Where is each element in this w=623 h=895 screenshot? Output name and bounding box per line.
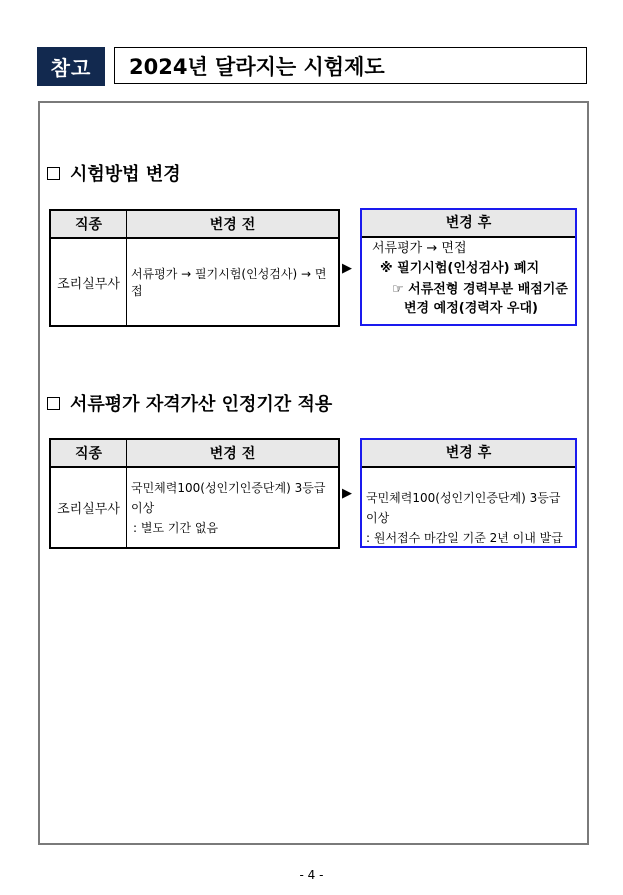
section-title-text: 시험방법 변경 (70, 164, 181, 185)
after-content (362, 238, 575, 320)
after-line: : 원서접수 마감일 기준 2년 이내 발급 (366, 531, 563, 545)
section-title-text: 서류평가 자격가산 인정기간 적용 (70, 394, 333, 415)
after-note: 변경 예정(경력자 우대) (404, 301, 538, 316)
after-box-2 (360, 438, 577, 548)
header-before: 변경 전 (127, 439, 340, 467)
checkbox-square-icon (47, 397, 60, 410)
before-cell: 서류평가 → 필기시험(인성검사) → 면접 (127, 238, 340, 326)
section-title-qualification (47, 390, 332, 416)
page-number: - 4 - (299, 868, 324, 882)
after-line: 국민체력100(성인기인증단계) 3등급 이상 (366, 491, 561, 525)
after-note: ☞ 서류전형 경력부분 배점기준 (392, 282, 568, 297)
page-title: 2024년 달라지는 시험제도 (114, 47, 587, 84)
checkbox-square-icon (47, 167, 60, 180)
header-after: 변경 후 (362, 440, 575, 468)
before-line: 국민체력100(성인기인증단계) 3등급 이상 (131, 480, 326, 515)
header-after: 변경 후 (362, 210, 575, 238)
after-box-1 (360, 208, 577, 326)
page-header (37, 47, 589, 86)
header-before: 변경 전 (127, 210, 340, 238)
after-note: ※ 필기시험(인성검사) 폐지 (380, 261, 540, 276)
before-table-2 (49, 438, 340, 549)
before-cell (127, 467, 340, 548)
section-title-exam-method (47, 160, 181, 186)
header-job: 직종 (50, 210, 127, 238)
arrow-icon: ▶ (342, 486, 352, 501)
after-line: 서류평가 → 면접 (372, 241, 467, 256)
before-table-1 (49, 209, 340, 327)
before-line: : 별도 기간 없음 (133, 520, 219, 535)
arrow-icon: ▶ (342, 261, 352, 276)
job-cell: 조리실무사 (50, 238, 127, 326)
job-cell: 조리실무사 (50, 467, 127, 548)
after-content (362, 468, 575, 550)
reference-tag: 참고 (37, 47, 105, 86)
header-job: 직종 (50, 439, 127, 467)
